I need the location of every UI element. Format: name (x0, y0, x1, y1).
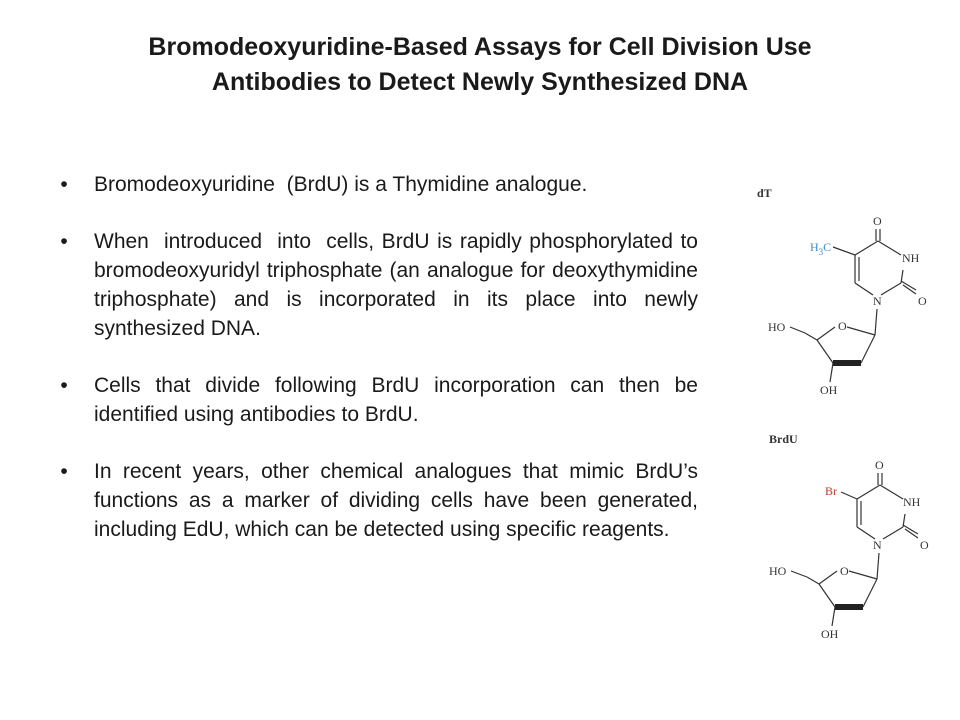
carbonyl-o-right-label: O (918, 294, 927, 308)
ring-o-label: O (838, 319, 847, 333)
oh-label: OH (820, 383, 838, 397)
nh-label: NH (903, 495, 921, 509)
bullet-dot-icon: • (60, 173, 68, 196)
nh-label: NH (902, 251, 920, 265)
bullet-item (58, 170, 698, 199)
sugar-wedge-bond (835, 604, 863, 610)
chemical-structures (755, 175, 960, 655)
carbonyl-o-top-label: O (873, 214, 882, 228)
bullet-item (58, 457, 698, 544)
slide-title-line-2: Antibodies to Detect Newly Synthesized DNA (211, 68, 749, 96)
bullet-dot-icon: • (60, 230, 68, 253)
bullet-text: Bromodeoxyuridine (BrdU) is a Thymidine analogue. (94, 173, 588, 196)
bullet-list (58, 170, 704, 572)
bromo-group-label: Br (825, 484, 837, 498)
n-label: N (873, 538, 882, 552)
ho-label: HO (768, 320, 786, 334)
oh-label: OH (821, 627, 839, 641)
structure-name-brdu: BrdU (769, 432, 798, 446)
carbonyl-o-right-label: O (920, 538, 929, 552)
brdu-bonds (791, 473, 918, 626)
carbonyl-o-top-label: O (875, 458, 884, 472)
ho-label: HO (769, 564, 787, 578)
slide-title-line-1: Bromodeoxyuridine-Based Assays for Cell Division Use (148, 33, 812, 61)
bullet-item (58, 227, 704, 343)
bullet-text: Cells that divide following BrdU incorporation can then be identified using antibodies to BrdU. (94, 374, 698, 426)
sugar-wedge-bond (833, 360, 861, 366)
bullet-item (58, 371, 698, 429)
bullet-text: In recent years, other chemical analogues that mimic BrdU’s functions as a marker of dividing cells have been generated, including EdU, which can be detected using specific reagents. (94, 460, 698, 541)
n-label: N (873, 294, 882, 308)
brdu-structure (755, 425, 955, 650)
thymidine-bonds (790, 229, 916, 382)
structure-name-dt: dT (757, 186, 772, 200)
ring-o-label: O (840, 564, 849, 578)
bullet-dot-icon: • (60, 460, 68, 483)
bullet-text: When introduced into cells, BrdU is rapidly phosphorylated to bromodeoxyuridyl triphosphate (an analogue for deoxythymidine triphosphate) and is incorporated in its place into newly synthesized DNA. (94, 230, 704, 340)
methyl-group-label: $H_3C$ (810, 240, 832, 257)
slide-title (60, 30, 900, 100)
thymidine-structure (755, 175, 955, 400)
bullet-dot-icon: • (60, 374, 68, 397)
